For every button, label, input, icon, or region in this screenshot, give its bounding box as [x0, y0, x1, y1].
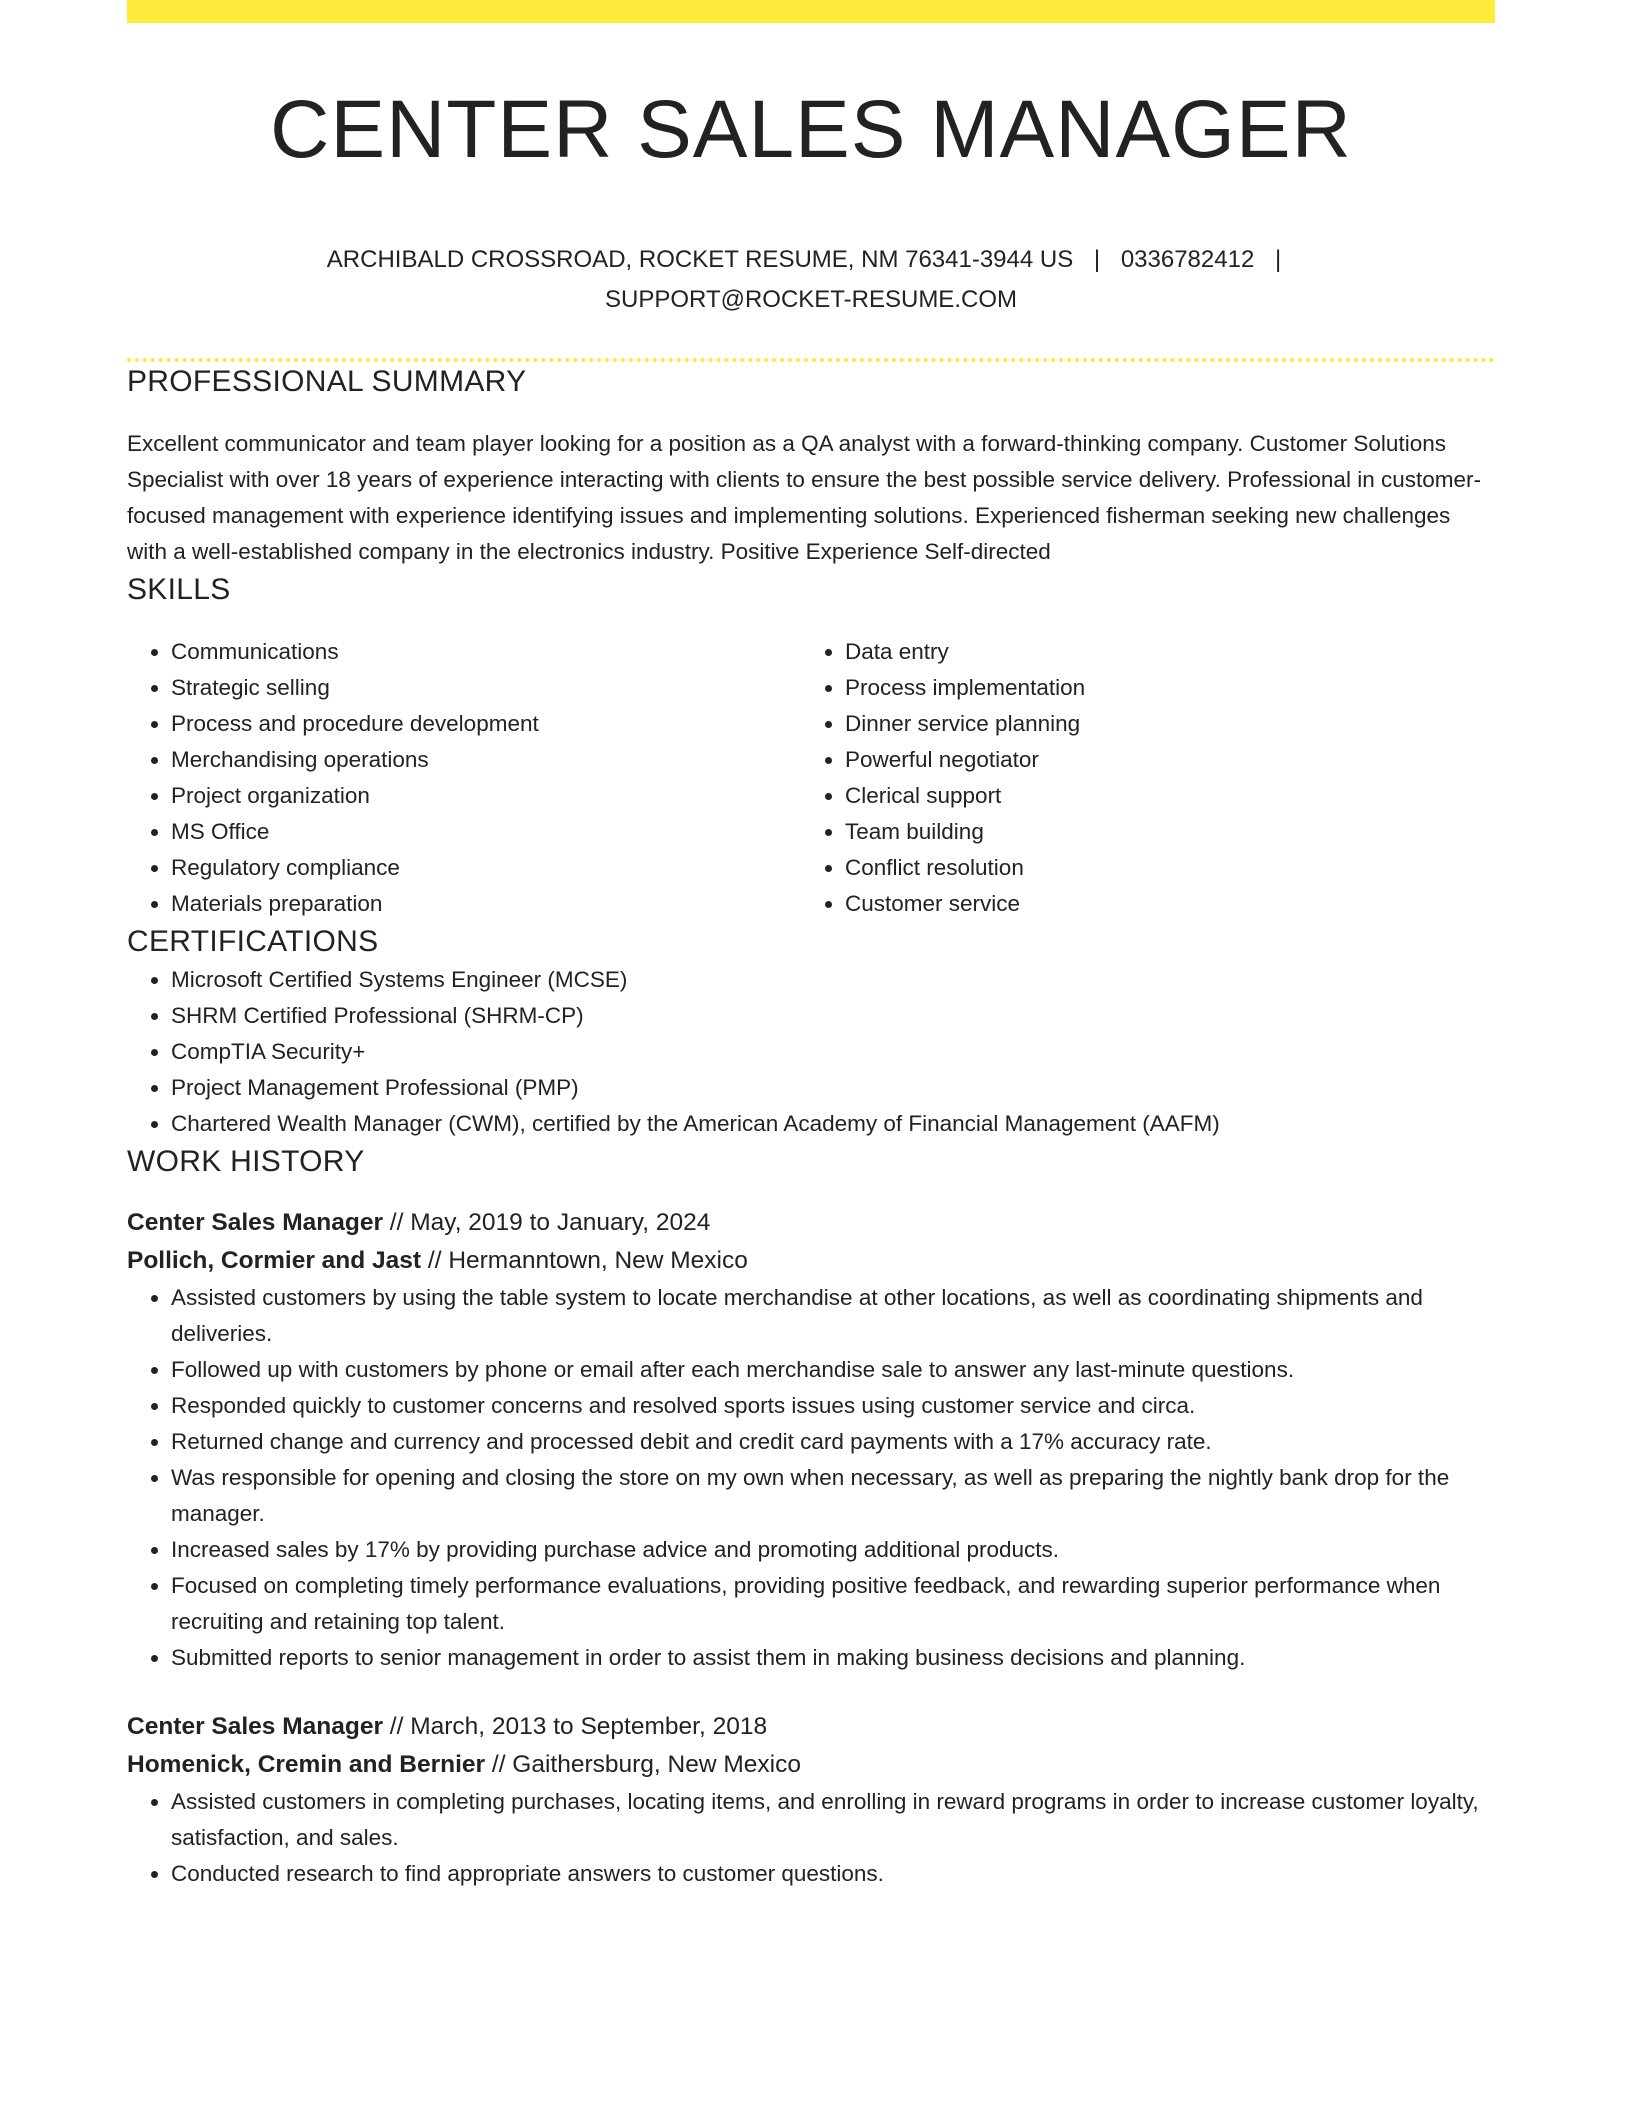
- job-duty: • Assisted customers by using the table system to locate merchandise at other locations, as well as coordinating shipments and deliveries.: [171, 1280, 1495, 1352]
- job-duties-list: [127, 1784, 1495, 1892]
- skill-item: • Process and procedure development: [171, 706, 801, 742]
- contact-email: SUPPORT@ROCKET-RESUME.COM: [605, 286, 1017, 313]
- job-duty: • Assisted customers in completing purchases, locating items, and enrolling in reward programs in order to increase customer loyalty, satisfaction, and sales.: [171, 1784, 1495, 1856]
- work-history-heading: WORK HISTORY: [127, 1145, 365, 1178]
- job-entry: [127, 1204, 1495, 1676]
- contact-line-2: [127, 280, 1495, 320]
- contact-separator: |: [1274, 246, 1282, 273]
- skill-item: • Strategic selling: [171, 670, 801, 706]
- skill-item: • MS Office: [171, 814, 801, 850]
- job-role-line: [127, 1204, 1495, 1242]
- job-duty: • Was responsible for opening and closing the store on my own when necessary, as well as preparing the nightly bank drop for the manager.: [171, 1460, 1495, 1532]
- job-duties-list: [127, 1280, 1495, 1676]
- skill-item: • Project organization: [171, 778, 801, 814]
- job-entry: [127, 1708, 1495, 1892]
- contact-separator: |: [1093, 246, 1101, 273]
- job-company: Pollich, Cormier and Jast: [127, 1247, 422, 1274]
- certification-item: • SHRM Certified Professional (SHRM-CP): [171, 998, 1495, 1034]
- skill-item: • Clerical support: [845, 778, 1475, 814]
- job-location: // Gaithersburg, New Mexico: [485, 1751, 801, 1778]
- skill-item: • Customer service: [845, 886, 1475, 922]
- job-company-line: [127, 1242, 1495, 1280]
- skills-column-right: [801, 634, 1475, 922]
- job-duty: • Returned change and currency and processed debit and credit card payments with a 17% accuracy rate.: [171, 1424, 1495, 1460]
- skills-list-left: [127, 634, 801, 922]
- page-title: CENTER SALES MANAGER: [270, 84, 1352, 175]
- certification-item: • Microsoft Certified Systems Engineer (MCSE): [171, 962, 1495, 998]
- job-duty: • Increased sales by 17% by providing purchase advice and promoting additional products.: [171, 1532, 1495, 1568]
- job-duty: • Responded quickly to customer concerns and resolved sports issues using customer service and circa.: [171, 1388, 1495, 1424]
- job-dates: // May, 2019 to January, 2024: [383, 1209, 711, 1236]
- certifications-heading: CERTIFICATIONS: [127, 925, 379, 958]
- skill-item: • Regulatory compliance: [171, 850, 801, 886]
- job-role-line: [127, 1708, 1495, 1746]
- certifications-list: [127, 962, 1495, 1142]
- job-role: Center Sales Manager: [127, 1713, 383, 1740]
- skills-heading: SKILLS: [127, 573, 231, 606]
- skill-item: • Data entry: [845, 634, 1475, 670]
- job-duty: • Followed up with customers by phone or email after each merchandise sale to answer any last-minute questions.: [171, 1352, 1495, 1388]
- skills-list-right: [801, 634, 1475, 922]
- skills-column-left: [127, 634, 801, 922]
- job-duty: • Submitted reports to senior management in order to assist them in making business decisions and planning.: [171, 1640, 1495, 1676]
- certification-item: • Project Management Professional (PMP): [171, 1070, 1495, 1106]
- skill-item: • Materials preparation: [171, 886, 801, 922]
- contact-info: [127, 240, 1495, 320]
- resume-content: [127, 0, 1495, 1892]
- certification-item: • Chartered Wealth Manager (CWM), certified by the American Academy of Financial Management (AAFM): [171, 1106, 1495, 1142]
- job-company-line: [127, 1746, 1495, 1784]
- job-location: // Hermanntown, New Mexico: [421, 1247, 748, 1274]
- skills-grid: [127, 634, 1495, 922]
- certifications-section: [127, 922, 1495, 1142]
- skill-item: • Conflict resolution: [845, 850, 1475, 886]
- contact-address: ARCHIBALD CROSSROAD, ROCKET RESUME, NM 76341-3944 US: [326, 246, 1074, 273]
- summary-text: Excellent communicator and team player looking for a position as a QA analyst with a forward-thinking company. Customer Solutions Specialist with over 18 years of experience interacting with clients to ensure the best possible service delivery. Professional in customer-focused management with experience identifying issues and implementing solutions. Experienced fisherman seeking new challenges with a well-established company in the electronics industry. Positive Experience Self-directed: [127, 431, 1481, 564]
- certification-item: • CompTIA Security+: [171, 1034, 1495, 1070]
- skill-item: • Team building: [845, 814, 1475, 850]
- job-dates: // March, 2013 to September, 2018: [383, 1713, 768, 1740]
- skill-item: • Merchandising operations: [171, 742, 801, 778]
- job-role: Center Sales Manager: [127, 1209, 383, 1236]
- skills-section: [127, 570, 1495, 922]
- skill-item: • Powerful negotiator: [845, 742, 1475, 778]
- job-duty: • Focused on completing timely performance evaluations, providing positive feedback, and rewarding superior performance when recruiting and retaining top talent.: [171, 1568, 1495, 1640]
- summary-heading: PROFESSIONAL SUMMARY: [127, 365, 527, 398]
- skill-item: • Communications: [171, 634, 801, 670]
- contact-line-1: [127, 240, 1495, 280]
- contact-phone: 0336782412: [1120, 246, 1255, 273]
- summary-section: [127, 362, 1495, 570]
- job-duty: • Conducted research to find appropriate answers to customer questions.: [171, 1856, 1495, 1892]
- job-company: Homenick, Cremin and Bernier: [127, 1751, 486, 1778]
- work-history-section: [127, 1142, 1495, 1892]
- skill-item: • Dinner service planning: [845, 706, 1475, 742]
- skill-item: • Process implementation: [845, 670, 1475, 706]
